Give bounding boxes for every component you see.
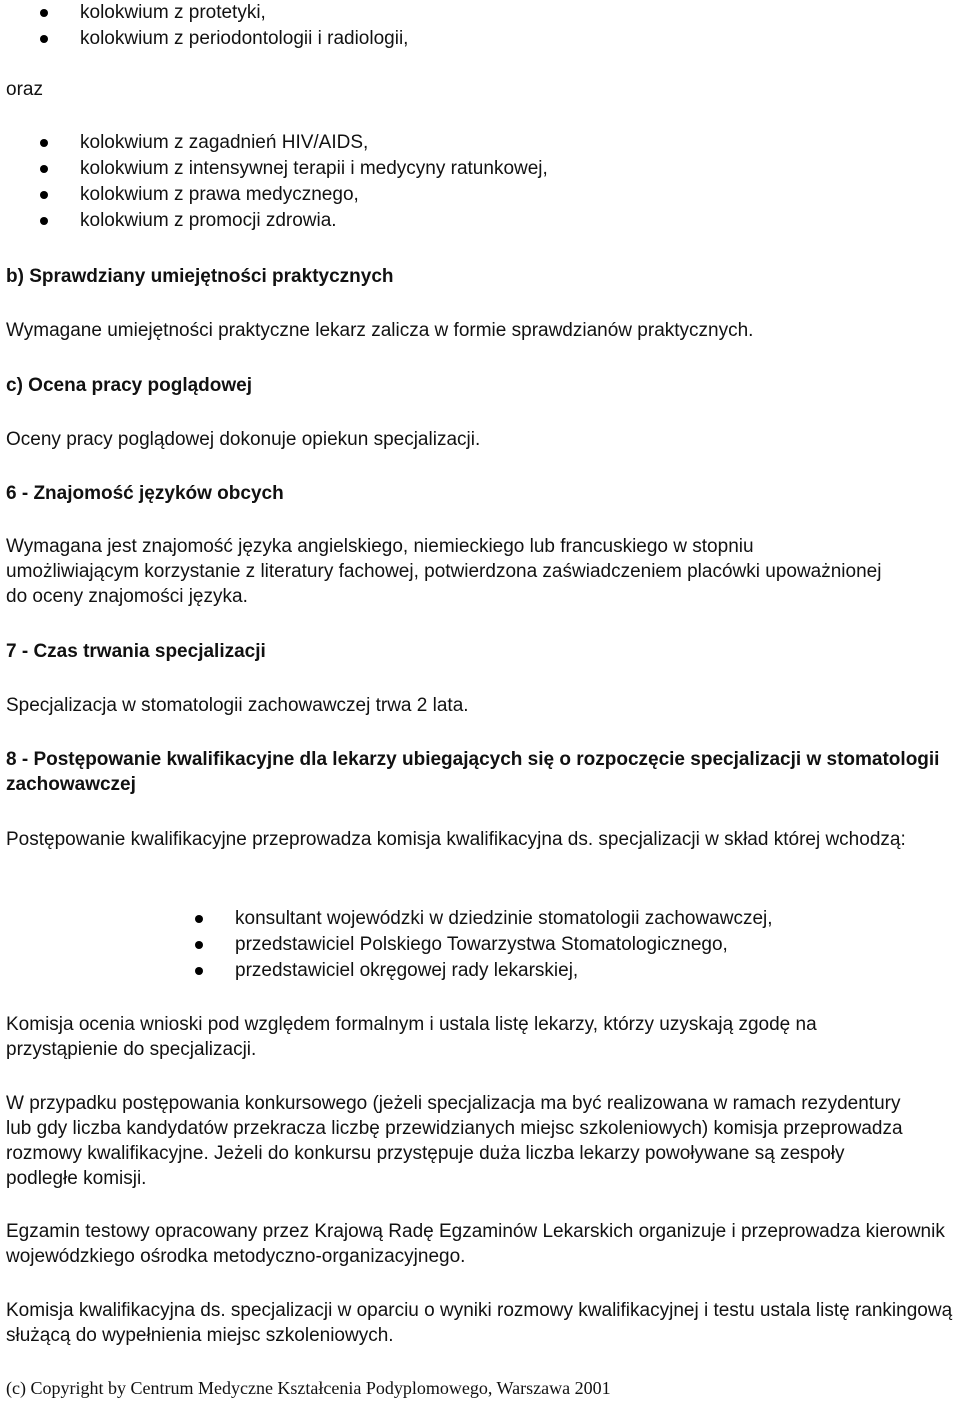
bullet-dot — [40, 191, 48, 199]
list-item-text: kolokwium z promocji zdrowia. — [80, 210, 337, 231]
list-item — [40, 182, 940, 208]
section-c-text: Oceny pracy poglądowej dokonuje opiekun specjalizacji. — [6, 429, 481, 450]
section-6-heading: 6 - Znajomość języków obcych — [6, 483, 284, 504]
list-item-text: kolokwium z intensywnej terapii i medycyny ratunkowej, — [80, 158, 548, 179]
bullet-dot — [195, 941, 203, 949]
section-8-paragraph-1: Komisja ocenia wnioski pod względem formalnym i ustala listę lekarzy, którzy uzyskają zgodę na przystąpienie do specjalizacji. — [6, 1014, 817, 1060]
list-item — [40, 0, 940, 26]
bullet-dot — [40, 165, 48, 173]
section-8-heading: 8 - Postępowanie kwalifikacyjne dla lekarzy ubiegających się o rozpoczęcie specjalizacji w stomatologii zachowawczej — [6, 749, 940, 795]
list-item-text: przedstawiciel Polskiego Towarzystwa Stomatologicznego, — [235, 934, 728, 955]
section-8-paragraph-4: Komisja kwalifikacyjna ds. specjalizacji w oparciu o wyniki rozmowy kwalifikacyjnej i testu ustala listę rankingową służącą do wypełnienia miejsc szkoleniowych. — [6, 1300, 953, 1346]
bullet-dot — [40, 35, 48, 43]
bullet-dot — [40, 217, 48, 225]
section-7-heading: 7 - Czas trwania specjalizacji — [6, 641, 266, 662]
list-item — [40, 26, 940, 52]
bullet-list-a — [40, 0, 940, 52]
committee-members-list — [195, 906, 935, 984]
section-b-text: Wymagane umiejętności praktyczne lekarz zalicza w formie sprawdzianów praktycznych. — [6, 320, 754, 341]
list-item-text: kolokwium z protetyki, — [80, 2, 266, 23]
bullet-dot — [40, 9, 48, 17]
list-item-text: przedstawiciel okręgowej rady lekarskiej, — [235, 960, 579, 981]
list-item-text: kolokwium z zagadnień HIV/AIDS, — [80, 132, 369, 153]
list-item — [40, 130, 940, 156]
list-item-text: kolokwium z periodontologii i radiologii, — [80, 28, 409, 49]
section-6-text: Wymagana jest znajomość języka angielskiego, niemieckiego lub francuskiego w stopniu umożliwiającym korzystanie z literatury fachowej, potwierdzona zaświadczeniem placówki upoważnionej do oceny znajomości języka. — [6, 536, 882, 607]
list-item — [195, 906, 935, 932]
section-8-paragraph-3: Egzamin testowy opracowany przez Krajową Radę Egzaminów Lekarskich organizuje i przeprowadza kierownik wojewódzkiego ośrodka metodyczno-organizacyjnego. — [6, 1221, 945, 1267]
copyright-footer: (c) Copyright by Centrum Medyczne Kształcenia Podyplomowego, Warszawa 2001 — [6, 1378, 611, 1398]
list-item — [40, 208, 940, 234]
list-item — [40, 156, 940, 182]
list-item — [195, 958, 935, 984]
bullet-list-b — [40, 130, 940, 234]
section-8-intro: Postępowanie kwalifikacyjne przeprowadza komisja kwalifikacyjna ds. specjalizacji w skład której wchodzą: — [6, 829, 906, 850]
section-8-paragraph-2: W przypadku postępowania konkursowego (jeżeli specjalizacja ma być realizowana w ramach rezydentury lub gdy liczba kandydatów przekracza liczbę przewidzianych miejsc szkoleniowych) komisja przeprowadza rozmowy kwalifikacyjne. Jeżeli do konkursu przystępuje duża liczba lekarzy powoływane są zespoły podległe komisji. — [6, 1093, 903, 1189]
list-item-text: kolokwium z prawa medycznego, — [80, 184, 359, 205]
section-c-heading: c) Ocena pracy poglądowej — [6, 375, 253, 396]
oraz-text: oraz — [6, 79, 43, 100]
bullet-dot — [40, 139, 48, 147]
section-7-text: Specjalizacja w stomatologii zachowawczej trwa 2 lata. — [6, 695, 469, 716]
section-b-heading: b) Sprawdziany umiejętności praktycznych — [6, 266, 394, 287]
list-item-text: konsultant wojewódzki w dziedzinie stomatologii zachowawczej, — [235, 908, 773, 929]
list-item — [195, 932, 935, 958]
bullet-dot — [195, 915, 203, 923]
bullet-dot — [195, 967, 203, 975]
